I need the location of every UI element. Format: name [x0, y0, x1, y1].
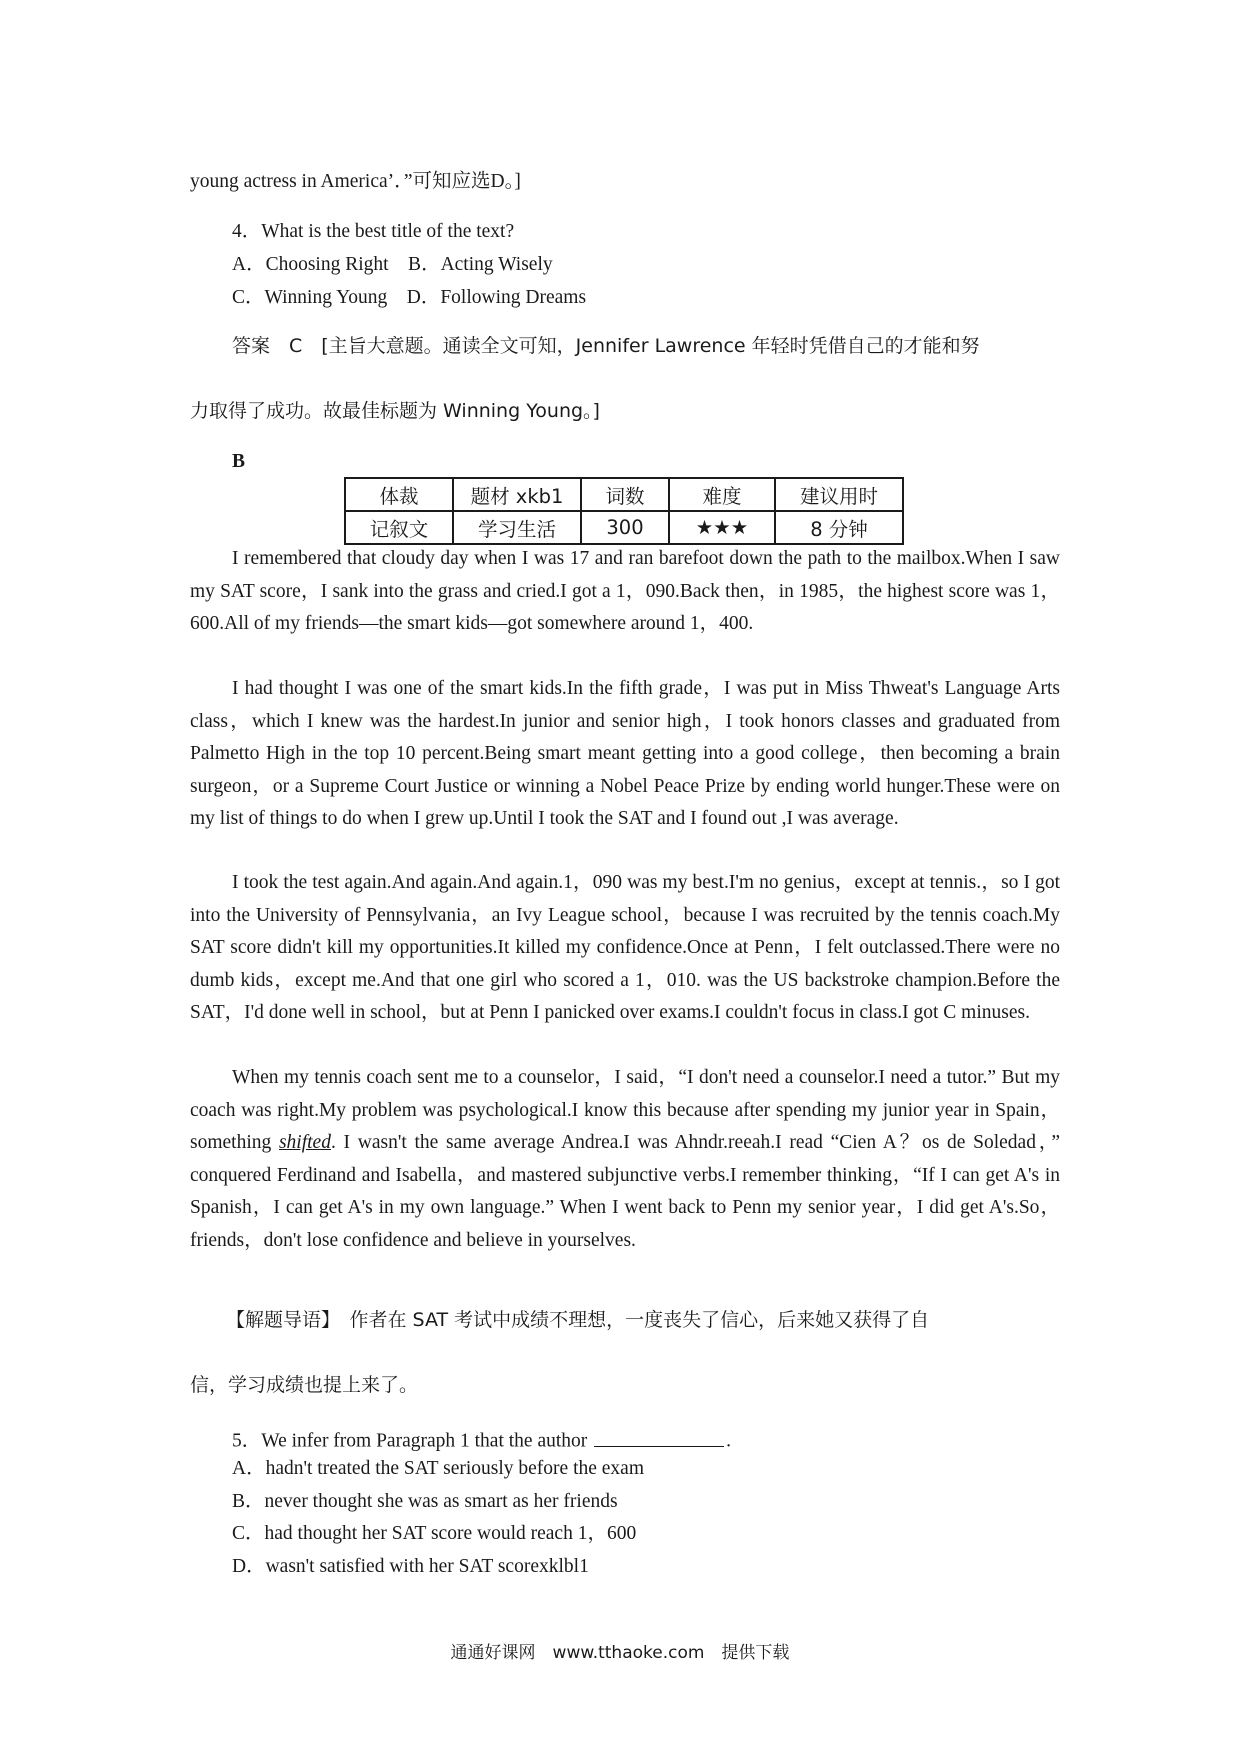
- paragraph-text: When my tennis coach sent me to a counselor，I said，“I don't need a counselor.I need a tutor.” But my coach was right.My problem was psychological.I know this because after spending my junior year in Spain，something: [190, 1067, 1060, 1154]
- question-5-option-c: C．had thought her SAT score would reach 1，600: [232, 1523, 637, 1544]
- paragraph-text: I remembered that cloudy day when I was 17 and ran barefoot down the path to the mailbox.When I saw my SAT score，I sank into the grass and cried.I got a 1，090.Back then，in 1985，the highest score was 1，600.All of my friends—the smart kids—got somewhere around 1，400.: [190, 548, 1060, 635]
- reading-guide-line-2: 信，学习成绩也提上来了。: [190, 1374, 419, 1396]
- question-4: 4．What is the best title of the text?: [232, 221, 515, 242]
- table-cell: 学习生活: [453, 511, 581, 544]
- table-cell: ★★★: [669, 511, 775, 544]
- page-footer: 通通好课网 www.tthaoke.com 提供下载: [450, 1643, 790, 1663]
- question-5-option-b: B．never thought she was as smart as her friends: [232, 1491, 618, 1512]
- table-value-row: [345, 511, 903, 544]
- passage-info-table: [344, 477, 904, 545]
- table-header-row: [345, 478, 903, 511]
- question-5-option-d: D．wasn't satisfied with her SAT scorexklbl1: [232, 1556, 589, 1577]
- paragraph-text: I had thought I was one of the smart kids.In the fifth grade，I was put in Miss Thweat's Language Arts class，which I knew was the hardest.In junior and senior high，I took honors classes and graduated from Palmetto High in the top 10 percent.Being smart meant getting into a good college，then becoming a brain surgeon，or a Supreme Court Justice or winning a Nobel Peace Prize by ending world hunger.These were on my list of things to do when I grew up.Until I took the SAT and I found out ,I was average.: [190, 678, 1060, 830]
- table-cell: 记叙文: [345, 511, 453, 544]
- previous-answer-tail: young actress in America’．”可知应选D。]: [190, 171, 521, 192]
- underlined-word: shifted: [278, 1132, 331, 1154]
- passage-paragraph-2: [190, 673, 1060, 836]
- passage-paragraph-4: [190, 1062, 1060, 1258]
- question-5: [232, 1426, 731, 1451]
- table-cell: 8 分钟: [775, 511, 903, 544]
- table-cell: 题材 xkb1: [453, 478, 581, 511]
- paragraph-text: I took the test again.And again.And again.1，090 was my best.I'm no genius，except at tennis.，so I got into the University of Pennsylvania，an Ivy League school，because I was recruited by the tennis coach.My SAT score didn't kill my opportunities.It killed my confidence.Once at Penn，I felt outclassed.There were no dumb kids，except me.And that one girl who scored a 1，010. was the US backstroke champion.Before the SAT，I'd done well in school，but at Penn I panicked over exams.I couldn't focus in class.I got C minuses.: [190, 872, 1060, 1024]
- table-cell: 词数: [581, 478, 669, 511]
- reading-guide-line-1: 【解题导语】 作者在 SAT 考试中成绩不理想，一度丧失了信心，后来她又获得了自: [226, 1309, 930, 1331]
- question-5-option-a: A．hadn't treated the SAT seriously before the exam: [232, 1458, 644, 1479]
- question-text: .: [726, 1430, 732, 1452]
- question-text: 5．We infer from Paragraph 1 that the author: [232, 1430, 593, 1452]
- question-4-options-ab: A．Choosing Right B．Acting Wisely: [232, 254, 553, 275]
- answer-blank: [594, 1426, 724, 1447]
- table-cell: 建议用时: [775, 478, 903, 511]
- question-4-answer-line-2: 力取得了成功。故最佳标题为 Winning Young。]: [190, 400, 600, 422]
- section-label: B: [232, 451, 246, 472]
- passage-paragraph-1: [190, 543, 1060, 641]
- paragraph-text: . I wasn't the same average Andrea.I was Ahndr.reeah.I read “Cien A？os de Soledad，” conquered Ferdinand and Isabella，and mastered subjunctive verbs.I remember thinking，“If I can get A's in Spanish，I can get A's in my own language.” When I went back to Penn my senior year，I did get A's.So，friends，don't lose confidence and believe in yourselves.: [190, 1132, 1061, 1251]
- table-cell: 体裁: [345, 478, 453, 511]
- question-4-options-cd: C．Winning Young D．Following Dreams: [232, 287, 587, 308]
- passage-paragraph-3: [190, 867, 1060, 1030]
- question-4-answer-line-1: 答案 C [主旨大意题。通读全文可知，Jennifer Lawrence 年轻时凭借自己的才能和努: [232, 335, 980, 357]
- table-cell: 难度: [669, 478, 775, 511]
- table-cell: 300: [581, 511, 669, 544]
